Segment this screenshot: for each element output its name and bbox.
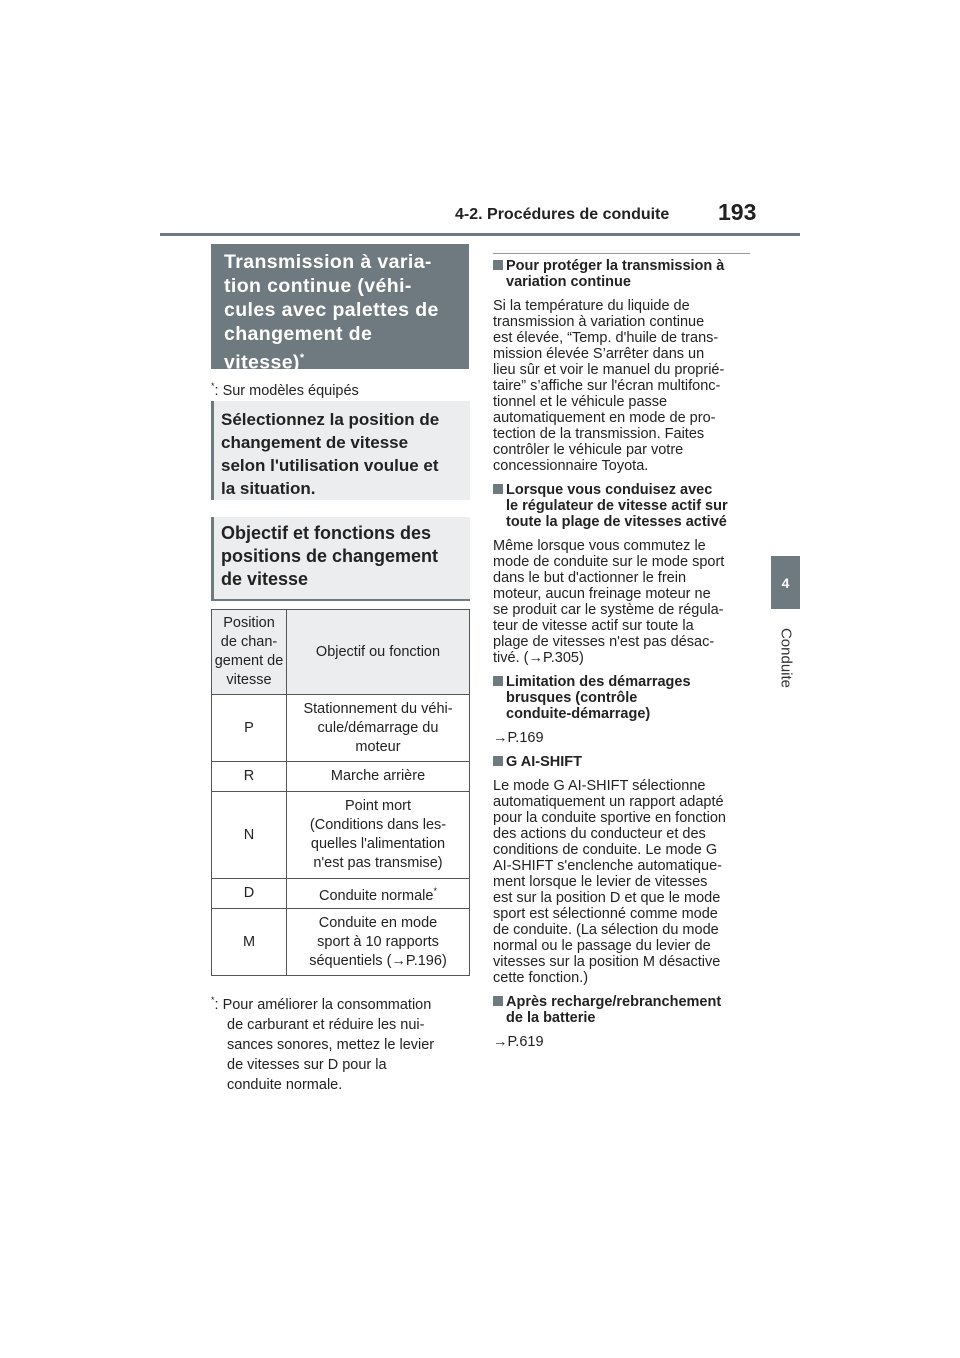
table-row — [212, 762, 470, 792]
title-line: changement de — [224, 323, 373, 345]
note-heading: Lorsque vous conduisez avec le régulateur de vitesse actif sur toute la plage de vitesses activé — [493, 482, 755, 530]
note-heading: Pour protéger la transmission à variation continue — [493, 258, 755, 290]
note-heading: Limitation des démarrages brusques (contrôle conduite-démarrage) — [493, 674, 755, 722]
lead-line: changement de vitesse — [221, 433, 409, 452]
bullet-square-icon — [493, 260, 503, 270]
bullet-square-icon — [493, 996, 503, 1006]
gear-function: Conduite normale* — [287, 879, 470, 909]
title-line: cules avec palettes de — [224, 299, 439, 321]
chapter-label — [771, 618, 800, 698]
table-header-function: Objectif ou fonction — [287, 610, 470, 695]
gear-position-table — [211, 609, 470, 976]
lead-box — [211, 401, 470, 500]
gear-function: Conduite en mode sport à 10 rapports séquentiels (→P.196) — [287, 909, 470, 976]
title-line: Transmission à varia- — [224, 251, 432, 273]
page-number: 193 — [718, 199, 757, 225]
chapter-label-text: Conduite — [777, 627, 794, 689]
gear-function: Point mort (Conditions dans les- quelles l'alimentation n'est pas transmise) — [287, 792, 470, 879]
table-row — [212, 792, 470, 879]
lead-line: Sélectionnez la position de — [221, 410, 440, 429]
title-footnote: *: Sur modèles équipés — [211, 381, 359, 399]
footnote-mark: * — [299, 352, 305, 364]
bullet-square-icon — [493, 756, 503, 766]
table-row — [212, 695, 470, 762]
subhead-line: de vitesse — [221, 569, 309, 589]
bullet-square-icon — [493, 484, 503, 494]
gear-position: N — [212, 792, 287, 879]
title-line: tion continue (véhi- — [224, 275, 412, 297]
table-header-position: Position de chan- gement de vitesse — [212, 610, 287, 695]
gear-position: R — [212, 762, 287, 792]
gear-function: Marche arrière — [287, 762, 470, 792]
gear-position: M — [212, 909, 287, 976]
gear-position: D — [212, 879, 287, 909]
footnote-mark: * — [211, 995, 215, 1005]
gear-position: P — [212, 695, 287, 762]
note-body: Le mode G AI-SHIFT sélectionne automatiquement un rapport adapté pour la conduite sportive en fonction des actions du conducteur et des conditions de conduite. Le mode G AI-SHIFT s'enclenche automatique- ment lorsque le levier de vitesses est sur la position D et que le mode sport est sélectionné comme mode de conduite. (La sélection du mode normal ou le passage du levier de vitesses sur la position M désactive cette fonction.) — [493, 778, 726, 986]
bullet-square-icon — [493, 676, 503, 686]
gear-function: Stationnement du véhi- cule/démarrage du moteur — [287, 695, 470, 762]
column-rule — [493, 253, 750, 254]
main-title — [211, 244, 469, 374]
header-rule — [160, 233, 800, 236]
title-line: vitesse)* — [224, 351, 305, 374]
table-header-row — [212, 610, 470, 695]
note-heading: Après recharge/rebranchement de la batterie — [493, 994, 755, 1026]
lead-line: la situation. — [221, 479, 316, 498]
subhead-line: positions de changement — [221, 546, 439, 566]
lead-line: selon l'utilisation voulue et — [221, 456, 439, 475]
note-heading: G AI-SHIFT — [493, 754, 755, 770]
right-column — [493, 258, 755, 1050]
table-row — [212, 909, 470, 976]
subhead-line: Objectif et fonctions des — [221, 523, 432, 543]
table-row — [212, 879, 470, 909]
note-body: Même lorsque vous commutez le mode de conduite sur le mode sport dans le but d'actionner le frein moteur, aucun freinage moteur ne se produit car le système de régula- teur de vitesse actif sur toute la plage de vitesses n'est pas désac- tivé. (→P.305) — [493, 538, 725, 666]
page-reference: →P.169 — [493, 730, 544, 746]
footnote-mark: * — [433, 885, 437, 896]
subsection-heading — [211, 517, 470, 601]
page-reference: →P.619 — [493, 1034, 544, 1050]
footnote-mark: * — [211, 381, 215, 391]
chapter-tab: 4 — [771, 556, 800, 609]
section-title: 4-2. Procédures de conduite — [455, 206, 670, 223]
note-body: Si la température du liquide de transmission à variation continue est élevée, “Temp. d'huile de trans- mission élevée S’arrêter dans un lieu sûr et voir le manuel du proprié- taire” s’affiche sur l'écran multifonc- tionnel et le véhicule passe automatiquement en mode de pro- tection de la transmission. Faites contrôler le véhicule par votre concessionnaire Toyota. — [493, 298, 725, 474]
table-footnote: *: Pour améliorer la consommation de carburant et réduire les nui- sances sonores, mettez le levier de vitesses sur D pour la conduite normale. — [211, 995, 435, 1093]
